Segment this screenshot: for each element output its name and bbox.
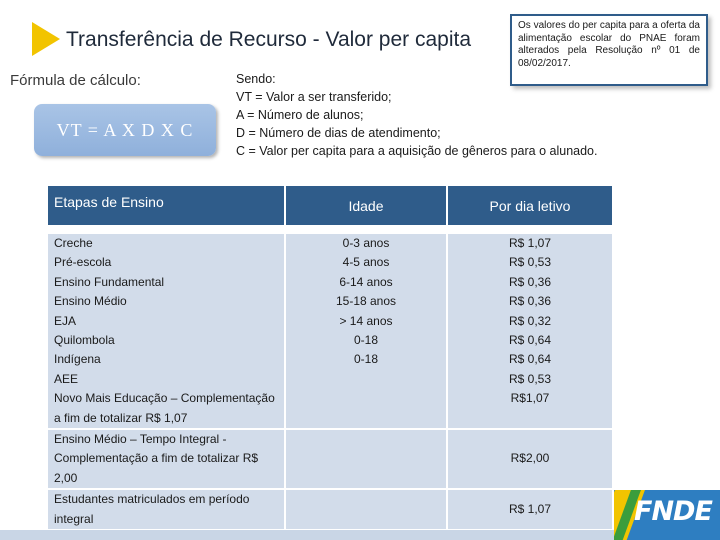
page-title: Transferência de Recurso - Valor per capita (66, 28, 472, 51)
table-row (48, 488, 612, 529)
title-arrow-icon (32, 22, 60, 56)
ages-cell: 0-3 anos 4-5 anos 6-14 anos 15-18 anos > 14 anos 0-18 0-18 (286, 234, 448, 428)
header-age: Idade (286, 186, 448, 228)
stage-periodo-integral: Estudantes matriculados em período integral (48, 490, 286, 529)
formula-label: Fórmula de cálculo: (10, 72, 141, 89)
footer-bar (0, 530, 614, 540)
table-row (48, 228, 612, 428)
formula-legend (236, 70, 597, 160)
formula-expression: VT = A X D X C (56, 119, 194, 140)
legend-line: C = Valor per capita para a aquisição de gêneros para o alunado. (236, 144, 598, 158)
header-stages: Etapas de Ensino (48, 186, 286, 228)
stage-medio-integral: Ensino Médio – Tempo Integral - Complementação a fim de totalizar R$ 2,00 (48, 430, 286, 488)
formula-box (34, 104, 216, 156)
legend-line: VT = Valor a ser transferido; (236, 90, 392, 104)
values-cell: R$ 1,07 R$ 0,53 R$ 0,36 R$ 0,36 R$ 0,32 R$ 0,64 R$ 0,64 R$ 0,53 R$1,07 (448, 234, 612, 428)
logo-text: FNDE (634, 496, 712, 527)
fnde-logo (614, 490, 720, 540)
legend-heading: Sendo: (236, 72, 276, 86)
header-value: Por dia letivo (448, 186, 612, 228)
resolution-note: Os valores do per capita para a oferta da alimentação escolar do PNAE foram alterados pela Resolução nº 01 de 08/02/2017. (510, 14, 708, 86)
value-medio-integral: R$2,00 (448, 430, 612, 488)
per-capita-table (48, 186, 612, 529)
value-periodo-integral: R$ 1,07 (448, 490, 612, 529)
table-header-row (48, 186, 612, 228)
stages-cell: Creche Pré-escola Ensino Fundamental Ensino Médio EJA Quilombola Indígena AEE Novo Mais Educação – Complementação a fim de totalizar R$ 1,07 (48, 234, 286, 428)
legend-line: D = Número de dias de atendimento; (236, 126, 441, 140)
table-row (48, 428, 612, 488)
legend-line: A = Número de alunos; (236, 108, 364, 122)
